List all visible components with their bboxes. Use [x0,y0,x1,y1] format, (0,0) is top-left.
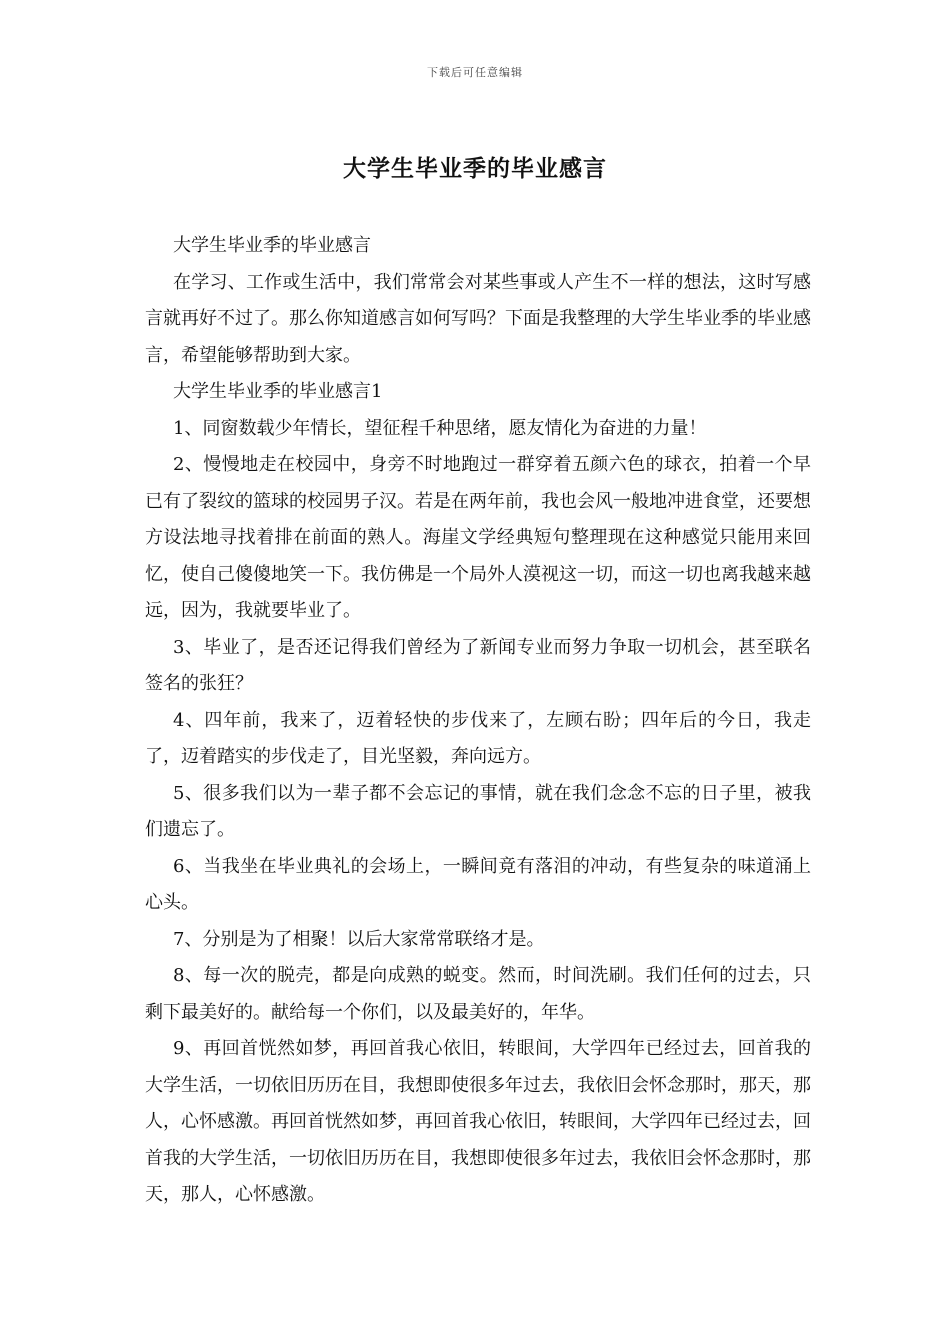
header-note: 下载后可任意编辑 [427,66,523,79]
quote-item-6: 6、当我坐在毕业典礼的会场上，一瞬间竟有落泪的冲动，有些复杂的味道涌上心头。 [145,855,811,913]
quote-item-3: 3、毕业了，是否还记得我们曾经为了新闻专业而努力争取一切机会，甚至联名签名的张狂？ [145,636,811,694]
quote-item-1: 1、同窗数载少年情长，望征程千种思绪，愿友情化为奋进的力量！ [173,417,707,439]
quote-item-2: 2、慢慢地走在校园中，身旁不时地跑过一群穿着五颜六色的球衣，拍着一个早已有了裂纹的篮球的校园男子汉。若是在两年前，我也会风一般地冲进食堂，还要想方设法地寻找着排在前面的熟人。海崖文学经典短句整理现在这种感觉只能用来回忆，使自己傻傻地笑一下。我仿佛是一个局外人漠视这一切，而这一切也离我越来越远，因为，我就要毕业了。 [145,454,811,621]
section-heading: 大学生毕业季的毕业感言1 [173,381,383,402]
subtitle-paragraph: 大学生毕业季的毕业感言 [173,235,371,256]
quote-item-8: 8、每一次的脱壳，都是向成熟的蜕变。然而，时间洗刷。我们任何的过去，只剩下最美好的。献给每一个你们，以及最美好的，年华。 [145,965,811,1023]
quote-item-5: 5、很多我们以为一辈子都不会忘记的事情，就在我们念念不忘的日子里，被我们遗忘了。 [145,782,811,840]
document-title: 大学生毕业季的毕业感言 [343,156,607,182]
quote-item-9: 9、再回首恍然如梦，再回首我心依旧，转眼间，大学四年已经过去，回首我的大学生活，一切依旧历历在目，我想即使很多年过去，我依旧会怀念那时，那天，那人，心怀感激。再回首恍然如梦，再回首我心依旧，转眼间，大学四年已经过去，回首我的大学生活，一切依旧历历在目，我想即使很多年过去，我依旧会怀念那时，那天，那人，心怀感激。 [145,1038,811,1205]
document-body [145,228,811,1214]
intro-paragraph: 在学习、工作或生活中，我们常常会对某些事或人产生不一样的想法，这时写感言就再好不过了。那么你知道感言如何写吗？下面是我整理的大学生毕业季的毕业感言，希望能够帮助到大家。 [145,271,811,366]
quote-item-7: 7、分别是为了相聚！以后大家常常联络才是。 [173,928,545,950]
quote-item-4: 4、四年前，我来了，迈着轻快的步伐来了，左顾右盼；四年后的今日，我走了，迈着踏实的步伐走了，目光坚毅，奔向远方。 [145,709,811,767]
